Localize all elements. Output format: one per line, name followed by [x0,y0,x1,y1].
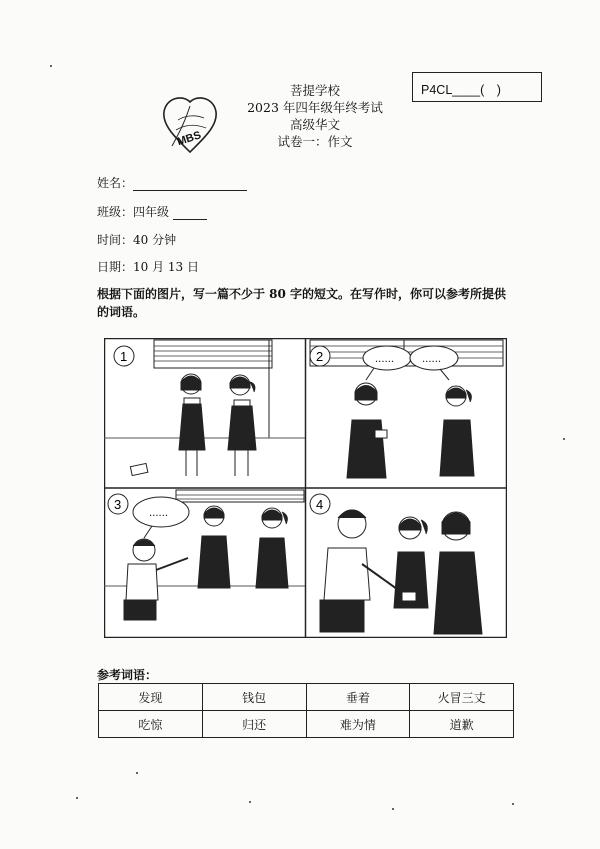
comic-strip [104,338,507,638]
table-cell: 吃惊 [99,711,203,738]
panel-2-bubble-2: ...... [422,354,442,365]
class-number-label: P4CL____( ) [421,83,501,97]
panel-3-number: 3 [114,497,122,512]
panel-3-bubble-1: ...... [149,508,169,519]
class-number-box [412,72,542,102]
table-cell: 难为情 [306,711,410,738]
date-label: 日期：10 月 13 日 [97,260,199,274]
name-field [97,174,247,191]
table-cell: 归还 [202,711,306,738]
time-label: 时间：40 分钟 [97,233,177,247]
paper-title: 试卷一：作文 [277,134,353,149]
time-field [97,231,176,248]
date-field [97,258,199,275]
panel-2-number: 2 [316,349,324,364]
table-cell: 钱包 [202,684,306,711]
logo-text: MBS [175,129,203,149]
instruction-text: 根据下面的图片，写一篇不少于 80 字的短文。在写作时，你可以参考所提供的词语。 [97,287,507,319]
table-cell: 火冒三丈 [410,684,514,711]
table-row [99,684,514,711]
table-cell: 垂着 [306,684,410,711]
name-label: 姓名： [97,176,134,190]
table-cell: 道歉 [410,711,514,738]
table-row [99,711,514,738]
exam-title: 2023 年四年级年终考试 [247,100,383,115]
reference-title: 参考词语： [97,668,158,682]
class-field [97,203,207,220]
panel-1-number: 1 [120,349,128,364]
exam-header [200,82,430,150]
name-blank[interactable] [133,178,247,191]
panel-4-number: 4 [316,497,324,512]
school-name: 菩提学校 [289,83,340,98]
panel-2-bubble-1: ...... [375,354,395,365]
table-cell: 发现 [99,684,203,711]
subject-title: 高级华文 [289,117,340,132]
reference-words-table [98,683,514,738]
class-label: 班级：四年级 [97,205,170,219]
class-blank[interactable] [173,207,207,220]
